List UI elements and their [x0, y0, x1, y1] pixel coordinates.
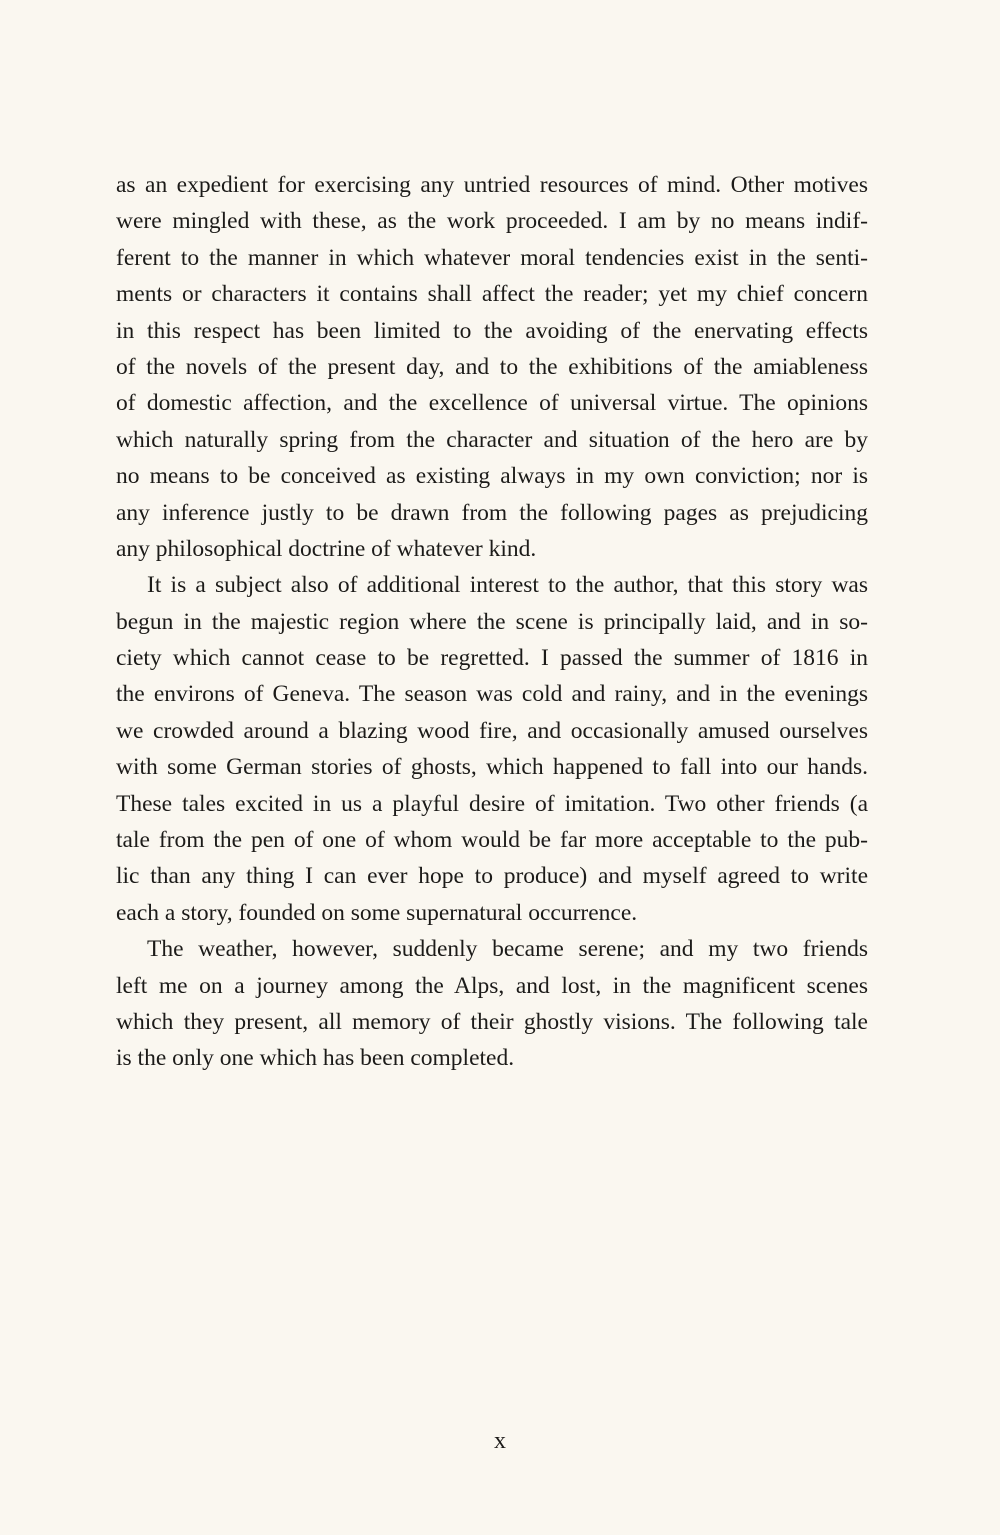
text-line-last: is the only one which has been completed. [116, 1045, 515, 1072]
text-line-first: The weather, however, suddenly became serene; and my two friends [147, 936, 868, 963]
text-line: were mingled with these, as the work proceeded. I am by no means indif- [116, 208, 868, 235]
text-line: the environs of Geneva. The season was cold and rainy, and in the evenings [116, 681, 868, 708]
text-line-last: any philosophical doctrine of whatever kind. [116, 535, 537, 562]
text-line: These tales excited in us a playful desire of imitation. Two other friends (a [116, 790, 868, 817]
text-line-first: It is a subject also of additional interest to the author, that this story was [147, 572, 868, 599]
text-line: ciety which cannot cease to be regretted. I passed the summer of 1816 in [116, 645, 868, 672]
text-line: which they present, all memory of their ghostly visions. The following tale [116, 1008, 868, 1035]
text-line: lic than any thing I can ever hope to produce) and myself agreed to write [116, 863, 868, 890]
body-text [116, 167, 868, 1077]
text-line: of the novels of the present day, and to the exhibitions of the amiableness [116, 353, 868, 380]
paragraph-3 [116, 931, 868, 1077]
text-line-last: each a story, founded on some supernatural occurrence. [116, 899, 638, 926]
paragraph-1 [116, 167, 868, 567]
text-line: no means to be conceived as existing always in my own conviction; nor is [116, 463, 868, 490]
text-line: which naturally spring from the character and situation of the hero are by [116, 426, 868, 453]
text-line: tale from the pen of one of whom would be far more acceptable to the pub- [116, 827, 868, 854]
text-line: any inference justly to be drawn from the following pages as prejudicing [116, 499, 868, 526]
text-line: with some German stories of ghosts, which happened to fall into our hands. [116, 754, 868, 781]
text-line: as an expedient for exercising any untried resources of mind. Other motives [116, 172, 868, 198]
text-line: ments or characters it contains shall affect the reader; yet my chief concern [116, 281, 868, 308]
text-line: in this respect has been limited to the avoiding of the enervating effects [116, 317, 868, 344]
text-line: left me on a journey among the Alps, and lost, in the magnificent scenes [116, 972, 868, 999]
paragraph-2 [116, 567, 868, 931]
text-line: ferent to the manner in which whatever moral tendencies exist in the senti- [116, 244, 868, 271]
text-line: begun in the majestic region where the scene is principally laid, and in so- [116, 608, 868, 635]
text-line: we crowded around a blazing wood fire, and occasionally amused ourselves [116, 717, 868, 744]
page-number: x [494, 1428, 506, 1454]
text-line: of domestic affection, and the excellence of universal virtue. The opinions [116, 390, 868, 417]
